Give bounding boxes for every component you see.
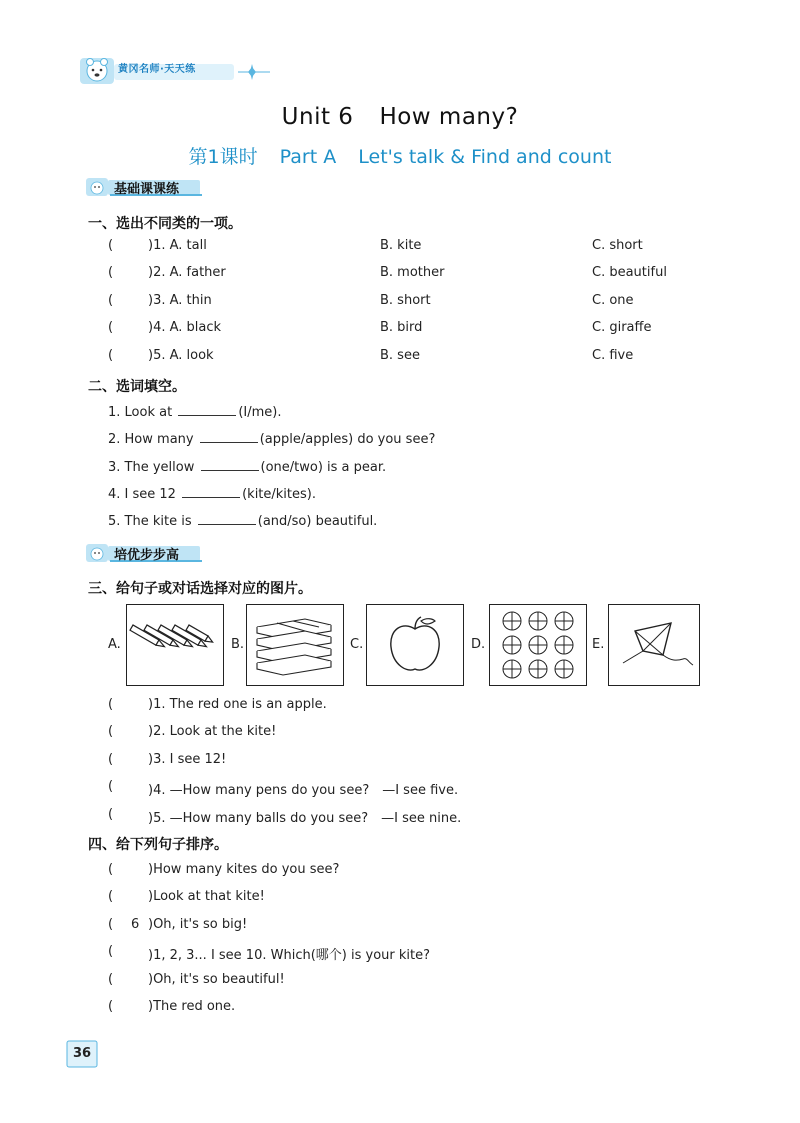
s3-paren-1[interactable]: ( <box>108 697 114 712</box>
s1-option-b-1: B. kite <box>380 238 422 253</box>
s2-blank-5[interactable] <box>198 512 256 525</box>
s2-item-1-pre: 1. Look at <box>108 405 173 420</box>
kite-icon <box>609 605 699 685</box>
s4-item-1: )How many kites do you see? <box>148 862 340 877</box>
s4-paren-2[interactable]: ( <box>108 889 114 904</box>
s2-item-2-post: (apple/apples) do you see? <box>259 432 436 447</box>
s1-option-c-4: C. giraffe <box>592 320 652 335</box>
s2-item-3 <box>108 458 386 475</box>
balls-icon <box>490 605 586 685</box>
picture-label-c: C. <box>350 637 364 652</box>
s1-option-a-5: )5. A. look <box>148 348 214 363</box>
lesson-label: 第1课时 <box>188 146 258 168</box>
s4-paren-5[interactable]: ( <box>108 972 114 987</box>
s3-paren-5[interactable]: ( <box>108 807 114 822</box>
unit-topic: How many? <box>379 104 519 130</box>
s4-item-3: )Oh, it's so big! <box>148 917 248 932</box>
s2-item-3-post: (one/two) is a pear. <box>260 460 387 475</box>
s3-item-2: )2. Look at the kite! <box>148 724 277 739</box>
page-number-box <box>66 1040 98 1068</box>
unit-label: Unit 6 <box>281 104 354 130</box>
s1-paren-5[interactable]: ( <box>108 348 114 363</box>
s4-paren-6[interactable]: ( <box>108 999 114 1014</box>
s1-paren-2[interactable]: ( <box>108 265 114 280</box>
s1-option-a-1: )1. A. tall <box>148 238 207 253</box>
s2-item-5-post: (and/so) beautiful. <box>257 514 378 529</box>
s2-item-3-pre: 3. The yellow <box>108 460 195 475</box>
s2-blank-1[interactable] <box>178 403 236 416</box>
s1-option-b-3: B. short <box>380 293 431 308</box>
s1-option-a-3: )3. A. thin <box>148 293 212 308</box>
s2-blank-2[interactable] <box>200 430 258 443</box>
s4-item-2: )Look at that kite! <box>148 889 265 904</box>
s1-option-a-2: )2. A. father <box>148 265 226 280</box>
s1-option-b-5: B. see <box>380 348 420 363</box>
s1-paren-3[interactable]: ( <box>108 293 114 308</box>
picture-label-e: E. <box>592 637 605 652</box>
s3-paren-3[interactable]: ( <box>108 752 114 767</box>
s1-option-a-4: )4. A. black <box>148 320 222 335</box>
s2-blank-3[interactable] <box>201 458 259 471</box>
section1-heading: 一、选出不同类的一项。 <box>88 216 242 232</box>
s3-paren-4[interactable]: ( <box>108 779 114 794</box>
picture-a[interactable] <box>126 604 224 686</box>
s2-blank-4[interactable] <box>182 485 240 498</box>
s1-option-c-3: C. one <box>592 293 634 308</box>
advanced-practice-label: 培优步步高 <box>114 548 180 563</box>
s4-item-4: )1, 2, 3... I see 10. Which(哪个) is your kite? <box>148 948 431 963</box>
page-title <box>0 104 800 130</box>
brand-text: 黄冈名师·天天练 <box>118 64 196 75</box>
s2-item-2-pre: 2. How many <box>108 432 194 447</box>
s2-item-2 <box>108 430 435 447</box>
page-subtitle <box>0 142 800 169</box>
picture-e[interactable] <box>608 604 700 686</box>
basic-practice-tag <box>86 176 206 198</box>
section3-heading: 三、给句子或对话选择对应的图片。 <box>88 581 312 597</box>
section-label: Let's talk & Find and count <box>358 146 612 168</box>
s3-item-5: )5. —How many balls do you see? —I see nine. <box>148 811 462 826</box>
books-icon <box>247 605 343 685</box>
s2-item-1-post: (I/me). <box>238 405 282 420</box>
s4-paren-1[interactable]: ( <box>108 862 114 877</box>
s4-answer-3: 6 <box>131 917 140 932</box>
s3-paren-2[interactable]: ( <box>108 724 114 739</box>
section2-heading: 二、选词填空。 <box>88 379 186 395</box>
part-label: Part A <box>279 146 337 168</box>
s1-paren-4[interactable]: ( <box>108 320 114 335</box>
s4-paren-3[interactable]: ( <box>108 917 114 932</box>
s1-option-c-5: C. five <box>592 348 634 363</box>
s2-item-1 <box>108 403 281 420</box>
advanced-practice-tag <box>86 542 206 564</box>
page-number: 36 <box>72 1046 92 1061</box>
s2-item-4-post: (kite/kites). <box>242 487 316 502</box>
picture-d[interactable] <box>489 604 587 686</box>
pens-icon <box>127 605 223 685</box>
apple-icon <box>367 605 463 685</box>
s4-paren-4[interactable]: ( <box>108 944 114 959</box>
s2-item-4 <box>108 485 316 502</box>
picture-b[interactable] <box>246 604 344 686</box>
s2-item-4-pre: 4. I see 12 <box>108 487 176 502</box>
s1-paren-1[interactable]: ( <box>108 238 114 253</box>
picture-label-b: B. <box>231 637 245 652</box>
s1-option-c-2: C. beautiful <box>592 265 667 280</box>
basic-practice-label: 基础课课练 <box>114 182 180 197</box>
s3-item-3: )3. I see 12! <box>148 752 227 767</box>
s3-item-4: )4. —How many pens do you see? —I see five. <box>148 783 459 798</box>
s1-option-c-1: C. short <box>592 238 643 253</box>
picture-label-a: A. <box>108 637 121 652</box>
s4-item-5: )Oh, it's so beautiful! <box>148 972 285 987</box>
s3-item-1: )1. The red one is an apple. <box>148 697 327 712</box>
picture-label-d: D. <box>471 637 486 652</box>
s1-option-b-2: B. mother <box>380 265 445 280</box>
s2-item-5 <box>108 512 377 529</box>
section4-heading: 四、给下列句子排序。 <box>88 837 228 853</box>
s4-item-6: )The red one. <box>148 999 236 1014</box>
s1-option-b-4: B. bird <box>380 320 423 335</box>
s2-item-5-pre: 5. The kite is <box>108 514 192 529</box>
picture-c[interactable] <box>366 604 464 686</box>
